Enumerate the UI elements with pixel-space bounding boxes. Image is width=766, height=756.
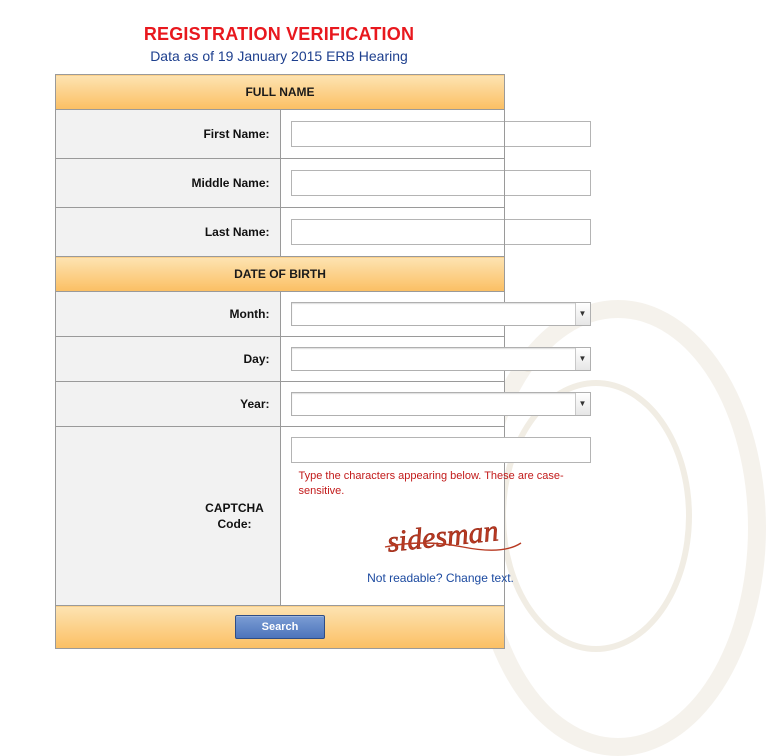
day-label: Day: (56, 337, 281, 382)
middle-name-input[interactable] (291, 170, 591, 196)
chevron-down-icon[interactable]: ▼ (575, 348, 590, 370)
background-seal-ring (500, 380, 692, 652)
page-title: REGISTRATION VERIFICATION (143, 24, 415, 44)
registration-form (55, 74, 587, 649)
section-header-full-name: FULL NAME (56, 75, 505, 110)
last-name-label: Last Name: (56, 208, 281, 257)
first-name-input[interactable] (291, 121, 591, 147)
captcha-label (56, 427, 281, 606)
month-select[interactable] (291, 302, 591, 326)
captcha-image (383, 514, 523, 559)
page-subtitle: Data as of 19 January 2015 ERB Hearing (150, 48, 408, 64)
year-select[interactable] (291, 392, 591, 416)
first-name-label: First Name: (56, 110, 281, 159)
search-button[interactable]: Search (235, 615, 325, 639)
change-captcha-link[interactable]: Not readable? Change text. (367, 571, 514, 585)
captcha-label-text: CAPTCHA Code: (205, 501, 264, 531)
month-label: Month: (56, 292, 281, 337)
chevron-down-icon[interactable]: ▼ (575, 393, 590, 415)
captcha-image-text: sidesman (384, 514, 500, 559)
middle-name-label: Middle Name: (56, 159, 281, 208)
section-header-date-of-birth: DATE OF BIRTH (56, 257, 505, 292)
chevron-down-icon[interactable]: ▼ (575, 303, 590, 325)
last-name-input[interactable] (291, 219, 591, 245)
year-label: Year: (56, 382, 281, 427)
captcha-input[interactable] (291, 437, 591, 463)
form-footer (56, 606, 505, 649)
day-select[interactable] (291, 347, 591, 371)
captcha-block (291, 427, 564, 605)
captcha-instructions: Type the characters appearing below. These are case-sensitive. (298, 470, 564, 497)
